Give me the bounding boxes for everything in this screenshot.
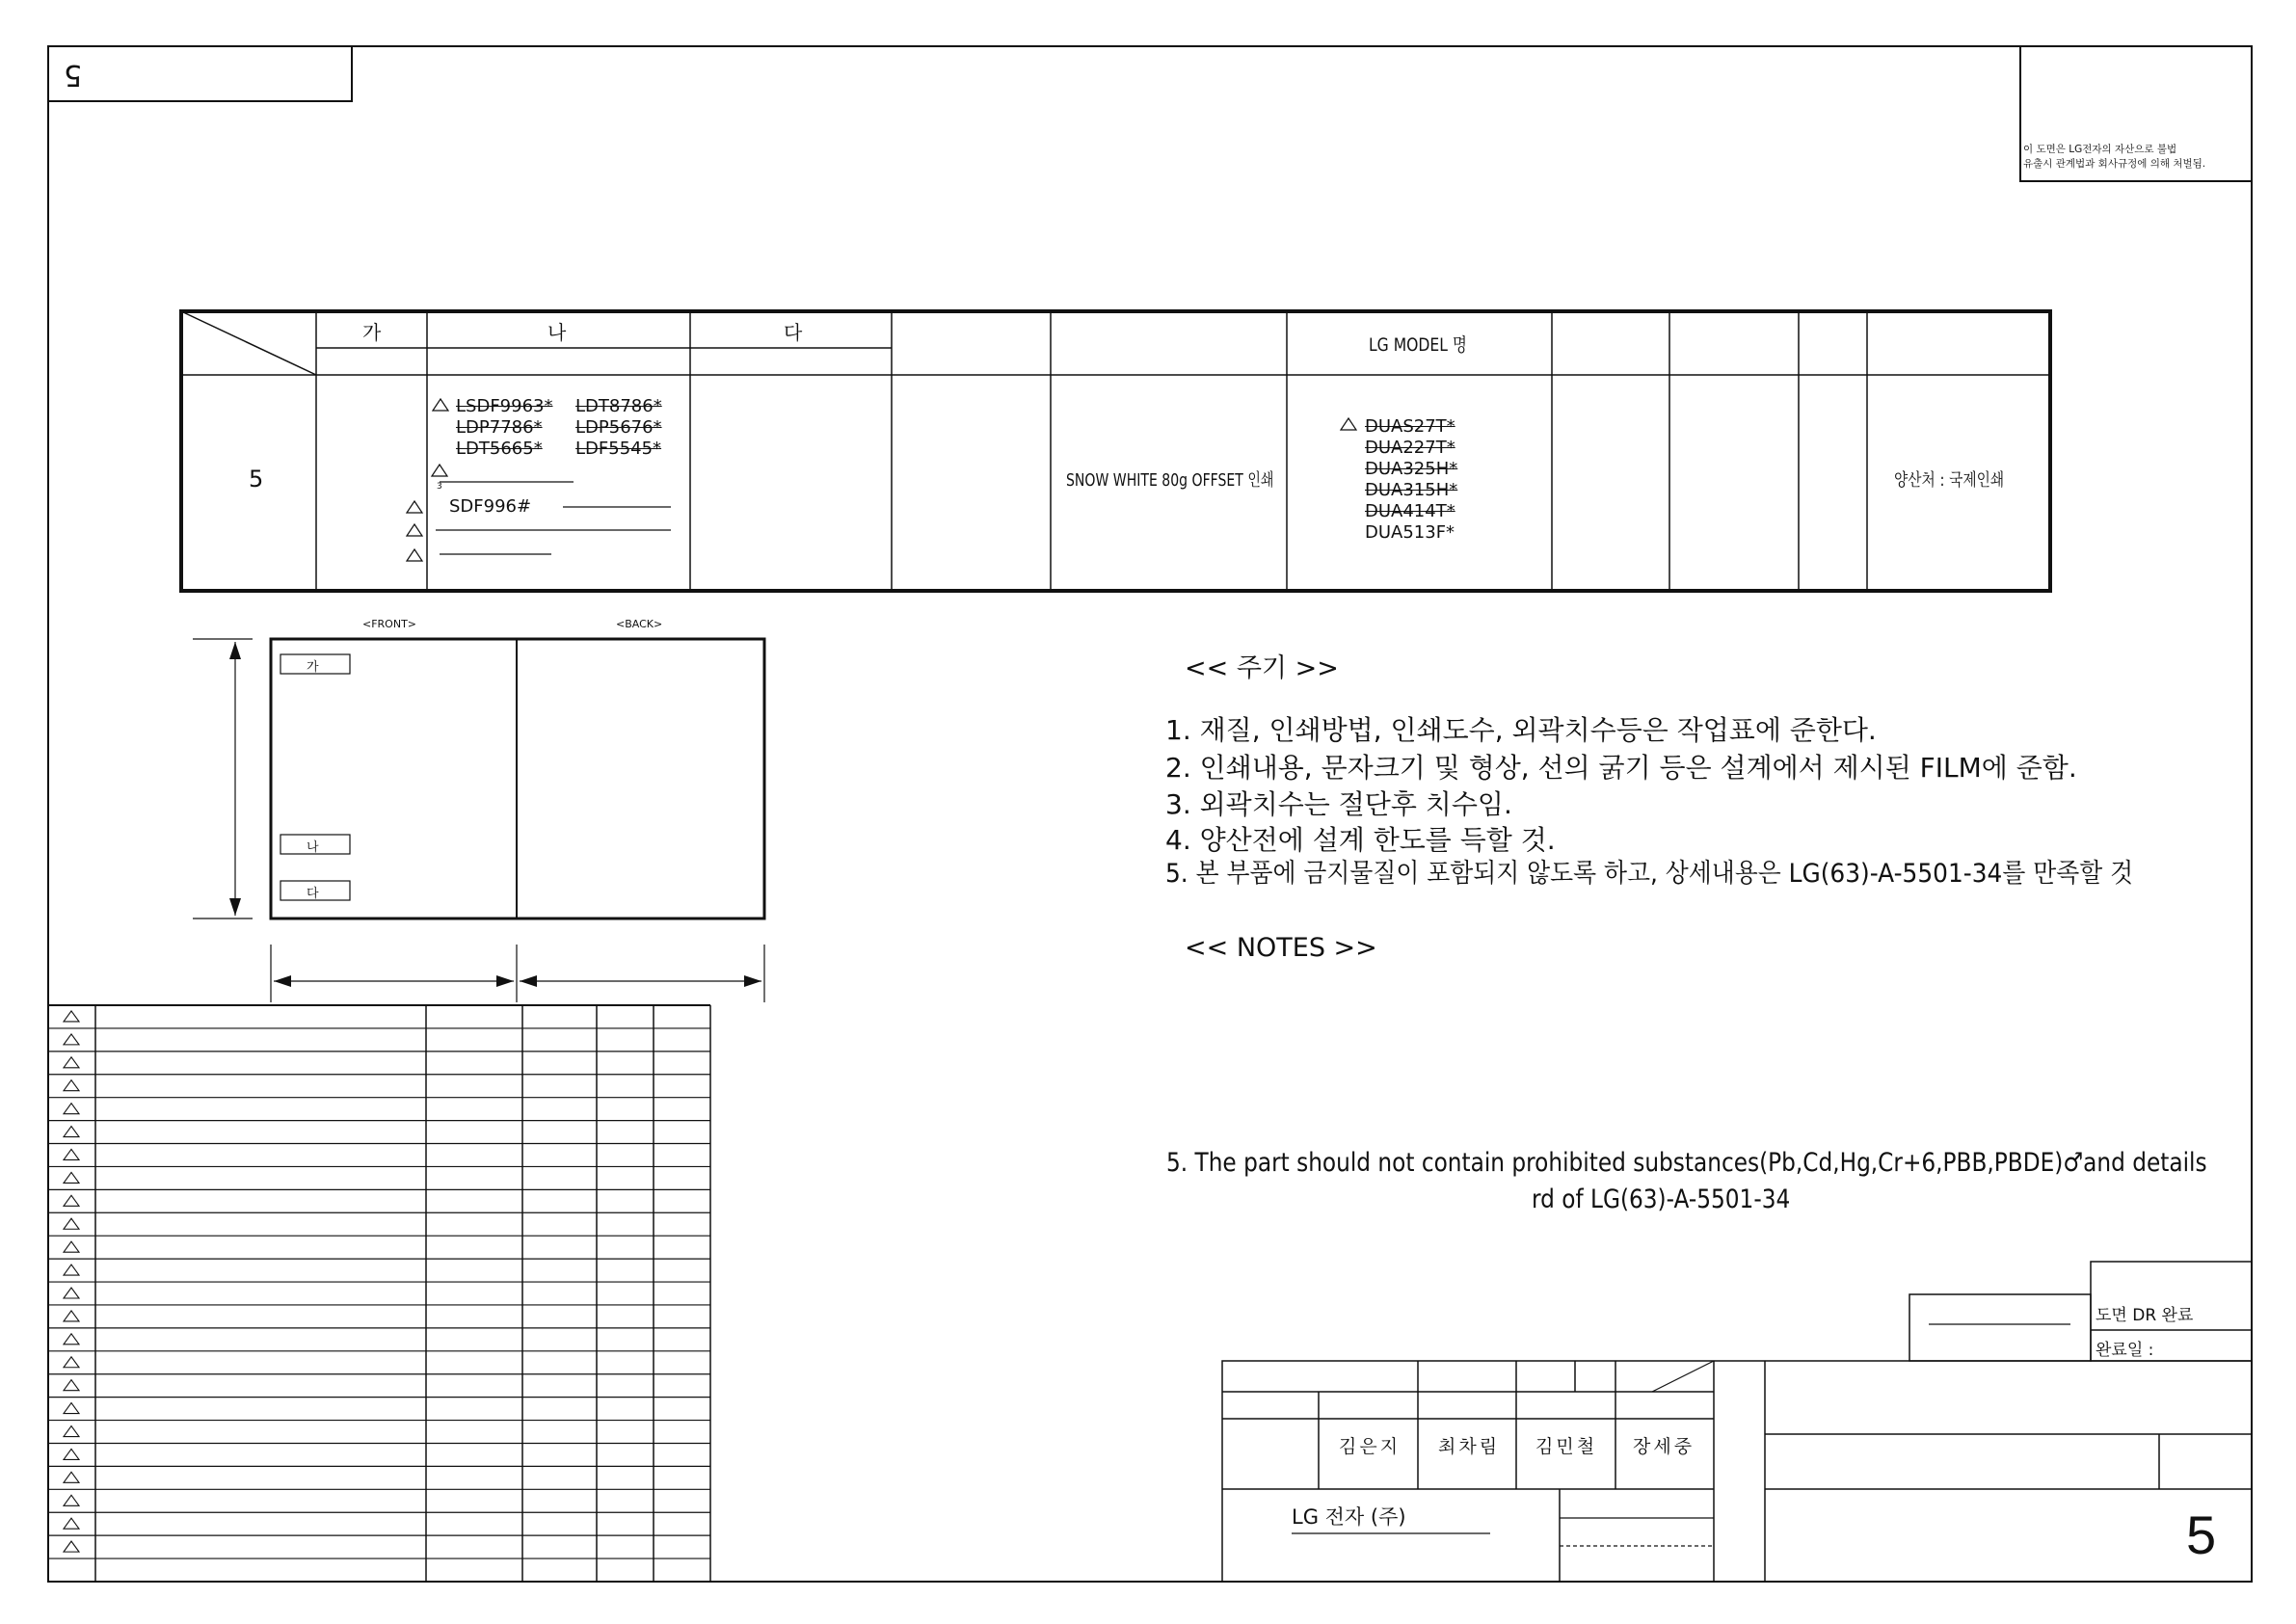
lg-model-struck-4: DUA315H* — [1365, 480, 1458, 500]
revision-triangle — [64, 1127, 79, 1137]
revision-triangle — [64, 1541, 79, 1552]
revision-triangle — [64, 1011, 79, 1022]
revision-mark-3: 3 — [437, 482, 442, 492]
approver-name-4: 장세중 — [1633, 1436, 1695, 1457]
revision-triangle — [64, 1080, 79, 1091]
na-model-struck-4: LDP5676* — [575, 417, 662, 438]
revision-triangle — [64, 1449, 79, 1459]
confidential-notice-line-1: 이 도면은 LG전자의 자산으로 불법 — [2023, 144, 2177, 155]
header-ga: 가 — [362, 321, 382, 344]
revision-triangle — [64, 1265, 79, 1275]
notes-kr-item-3: 3. 외곽치수는 절단후 치수임. — [1165, 788, 1512, 820]
tag-da: 다 — [307, 887, 319, 901]
notes-en-line-2: rd of LG(63)-A-5501-34 — [1532, 1185, 1791, 1214]
material-spec: SNOW WHITE 80g OFFSET 인쇄 — [1066, 470, 1274, 491]
revision-triangle — [64, 1104, 79, 1114]
revision-triangle — [64, 1518, 79, 1529]
revision-triangle — [64, 1241, 79, 1252]
revision-triangle — [64, 1426, 79, 1437]
revision-triangle — [64, 1195, 79, 1206]
header-lg-model: LG MODEL 명 — [1369, 334, 1467, 356]
revision-triangle — [64, 1172, 79, 1183]
approver-name-1: 김은지 — [1339, 1436, 1402, 1457]
company-name: LG 전자 (주) — [1292, 1505, 1406, 1529]
tag-na: 나 — [307, 840, 319, 855]
revision-triangle — [64, 1357, 79, 1368]
revision-triangle — [64, 1149, 79, 1159]
back-label: <BACK> — [616, 618, 663, 630]
header-da: 다 — [784, 321, 803, 344]
notes-en-heading: << NOTES >> — [1185, 933, 1377, 963]
revision-triangle — [64, 1311, 79, 1321]
na-model-struck-1: LSDF9963* — [456, 396, 553, 416]
notes-kr-item-2: 2. 인쇄내용, 문자크기 및 형상, 선의 굵기 등은 설계에서 제시된 FILM에 준함. — [1165, 752, 2077, 784]
notes-kr-item-4: 4. 양산전에 설계 한도를 득할 것. — [1165, 824, 1556, 856]
na-model-struck-3: LDP7786* — [456, 417, 543, 438]
dr-date-label: 완료일 : — [2096, 1341, 2154, 1360]
revision-triangle — [64, 1034, 79, 1045]
front-label: <FRONT> — [362, 618, 417, 630]
approver-name-2: 최차림 — [1438, 1436, 1501, 1457]
lg-model-current: DUA513F* — [1365, 522, 1455, 543]
corner-sheet-label: 5 — [64, 58, 83, 92]
sheet-number: 5 — [2186, 1504, 2217, 1565]
revision-triangle — [64, 1288, 79, 1298]
tag-ga: 가 — [307, 660, 319, 675]
supplier: 양산처 : 국제인쇄 — [1894, 470, 2005, 491]
notes-en-line-1: 5. The part should not contain prohibited substances(Pb,Cd,Hg,Cr+6,PBB,PBDE)♂and details — [1166, 1148, 2207, 1178]
revision-triangle — [64, 1057, 79, 1068]
lg-model-struck-5: DUA414T* — [1365, 501, 1455, 521]
na-model-struck-2: LDT8786* — [575, 396, 662, 416]
revision-triangle — [64, 1472, 79, 1482]
na-model-struck-6: LDF5545* — [575, 439, 662, 459]
revision-triangle — [64, 1403, 79, 1414]
revision-triangle — [64, 1380, 79, 1391]
na-model-struck-5: LDT5665* — [456, 439, 543, 459]
notes-kr-heading: << 주기 >> — [1185, 653, 1339, 683]
dr-status: 도면 DR 완료 — [2096, 1306, 2194, 1325]
notes-kr-item-5: 5. 본 부품에 금지물질이 포함되지 않도록 하고, 상세내용은 LG(63)-A-5501-34를 만족할 것 — [1165, 859, 2134, 889]
header-na: 나 — [547, 321, 567, 344]
lg-model-struck-2: DUA227T* — [1365, 438, 1455, 458]
na-model-current: SDF996# — [449, 496, 532, 517]
lg-model-struck-1: DUAS27T* — [1365, 416, 1455, 437]
revision-triangle — [64, 1334, 79, 1344]
row-number: 5 — [249, 466, 264, 493]
lg-model-struck-3: DUA325H* — [1365, 459, 1458, 479]
revision-triangle — [64, 1495, 79, 1505]
revision-triangle — [64, 1218, 79, 1229]
approver-name-3: 김민철 — [1535, 1436, 1598, 1457]
notes-kr-item-1: 1. 재질, 인쇄방법, 인쇄도수, 외곽치수등은 작업표에 준한다. — [1165, 714, 1877, 746]
confidential-notice-line-2: 유출시 관계법과 회사규정에 의해 처벌됨. — [2023, 158, 2206, 170]
